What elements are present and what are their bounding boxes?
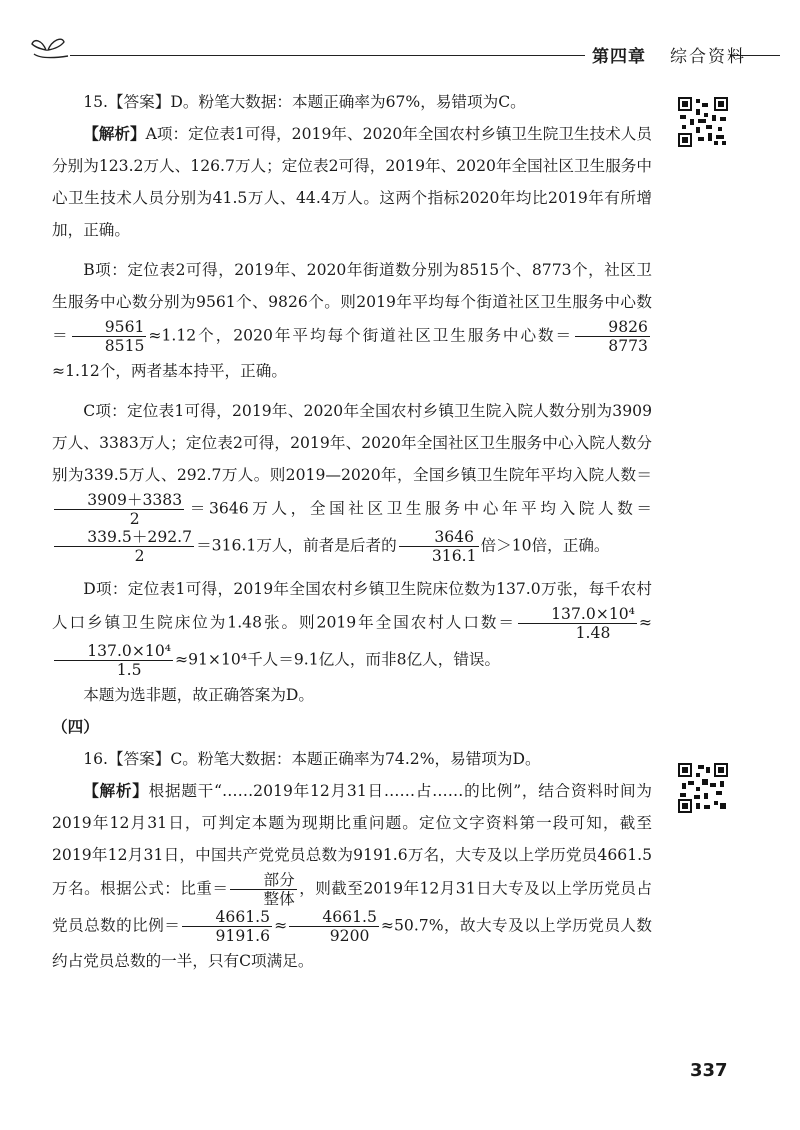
fraction: $\frac{\text{137.0×10⁴}}{1.48}$: [518, 605, 637, 642]
qr-code-icon[interactable]: [678, 763, 728, 813]
analysis-label: 【解析】: [83, 781, 149, 800]
section-heading: （四）: [52, 717, 99, 736]
fraction: $\frac{9561}{8515}$: [72, 318, 147, 355]
header-rule-right: [730, 55, 780, 56]
q15-b-intro: B项：定位表2可得，2019年、2020年街道数分别为8515个、8773个，社区卫生服务中心数分别为9561个、9826个。则2019年平均每个街道社区卫生服务中心数＝: [52, 261, 652, 345]
q15-analysis-a: [52, 118, 652, 246]
q16-analysis: 【解析】根据题干“……2019年12月31日……占……的比例”，结合资料时间为2019年12月31日，可判定本题为现期比重问题。定位文字资料第一段可知，截至2019年12月31日，中国共产党党员总数为9191.6万名，大专及以上学历党员4661.5万名。根据公式：比重＝ $\frac{\text{部分}}{\text{整体}}$ ，则截至2019年12月31日大专及以上学历党员占党员总数的比例＝ $\frac{4661.5}{9191.6}$ ≈ $\frac{4661.5}{9200}$ ≈50.7%，故大专及以上学历党员人数约占党员总数的一半，只有C项满足。: [52, 781, 652, 970]
qr-code-icon[interactable]: [678, 97, 728, 147]
q15-analysis-d: D项：定位表1可得，2019年全国农村乡镇卫生院床位数为137.0万张，每千农村人口乡镇卫生院床位为1.48张。则2019年全国农村人口数＝ $\frac{\text{137.0×10⁴}}{1.48}$ ≈ $\frac{\text{137.0×10⁴}}{1.5}$ ≈91×10⁴千人＝9.1亿人，而非8亿人，错误。: [52, 580, 652, 679]
fraction: $\frac{9826}{8773}$: [575, 318, 650, 355]
fraction: $\frac{3646}{316.1}$: [399, 528, 479, 565]
analysis-label: 【解析】: [83, 124, 146, 143]
fraction: $\frac{3909+3383}{2}$: [54, 491, 184, 528]
q15-answer: 15.【答案】D。粉笔大数据：本题正确率为67%，易错项为C。: [83, 93, 526, 111]
fraction: $\frac{4661.5}{9200}$: [289, 908, 379, 945]
chapter-label: 第四章: [592, 47, 646, 67]
sprout-icon: [30, 30, 70, 62]
header-rule-left: [70, 55, 585, 56]
chapter-topic: 综合资料: [670, 47, 746, 67]
fraction: $\frac{339.5+292.7}{2}$: [54, 528, 194, 565]
page-number: 337: [690, 1060, 728, 1081]
q15-analysis-b: B项：定位表2可得，2019年、2020年街道数分别为8515个、8773个，社区卫生服务中心数分别为9561个、9826个。则2019年平均每个街道社区卫生服务中心数＝ $\frac{9561}{8515}$ ≈1.12个，2020年平均每个街道社区卫生服务中心数＝ $\frac{9826}{8773}$ ≈1.12个，两者基本持平，正确。: [52, 261, 652, 380]
page-header: [30, 30, 780, 70]
q15-analysis-c: C项：定位表1可得，2019年、2020年全国农村乡镇卫生院入院人数分别为3909万人、3383万人；定位表2可得，2019年、2020年全国社区卫生服务中心入院人数分别为339.5万人、292.7万人。则2019—2020年，全国乡镇卫生院年平均入院人数＝ $\frac{3909+3383}{2}$ ＝3646万人，全国社区卫生服务中心年平均入院人数＝ $\frac{339.5+292.7}{2}$ ＝316.1万人，前者是后者的 $\frac{3646}{316.1}$ 倍＞10倍，正确。: [52, 402, 652, 565]
page-body: [52, 86, 652, 977]
fraction: $\frac{4661.5}{9191.6}$: [182, 908, 272, 945]
q15-option-a-text: A项：定位表1可得，2019年、2020年全国农村乡镇卫生院卫生技术人员分别为123.2万人、126.7万人；定位表2可得，2019年、2020年全国社区卫生服务中心卫生技术人员分别为41.5万人、44.4万人。这两个指标2020年均比2019年有所增加，正确。: [52, 125, 652, 239]
fraction: $\frac{\text{137.0×10⁴}}{1.5}$: [54, 642, 173, 679]
fraction: $\frac{\text{部分}}{\text{整体}}$: [230, 871, 296, 908]
q15-conclusion: 本题为选非题，故正确答案为D。: [83, 686, 315, 704]
q16-answer: 16.【答案】C。粉笔大数据：本题正确率为74.2%，易错项为D。: [83, 750, 541, 768]
